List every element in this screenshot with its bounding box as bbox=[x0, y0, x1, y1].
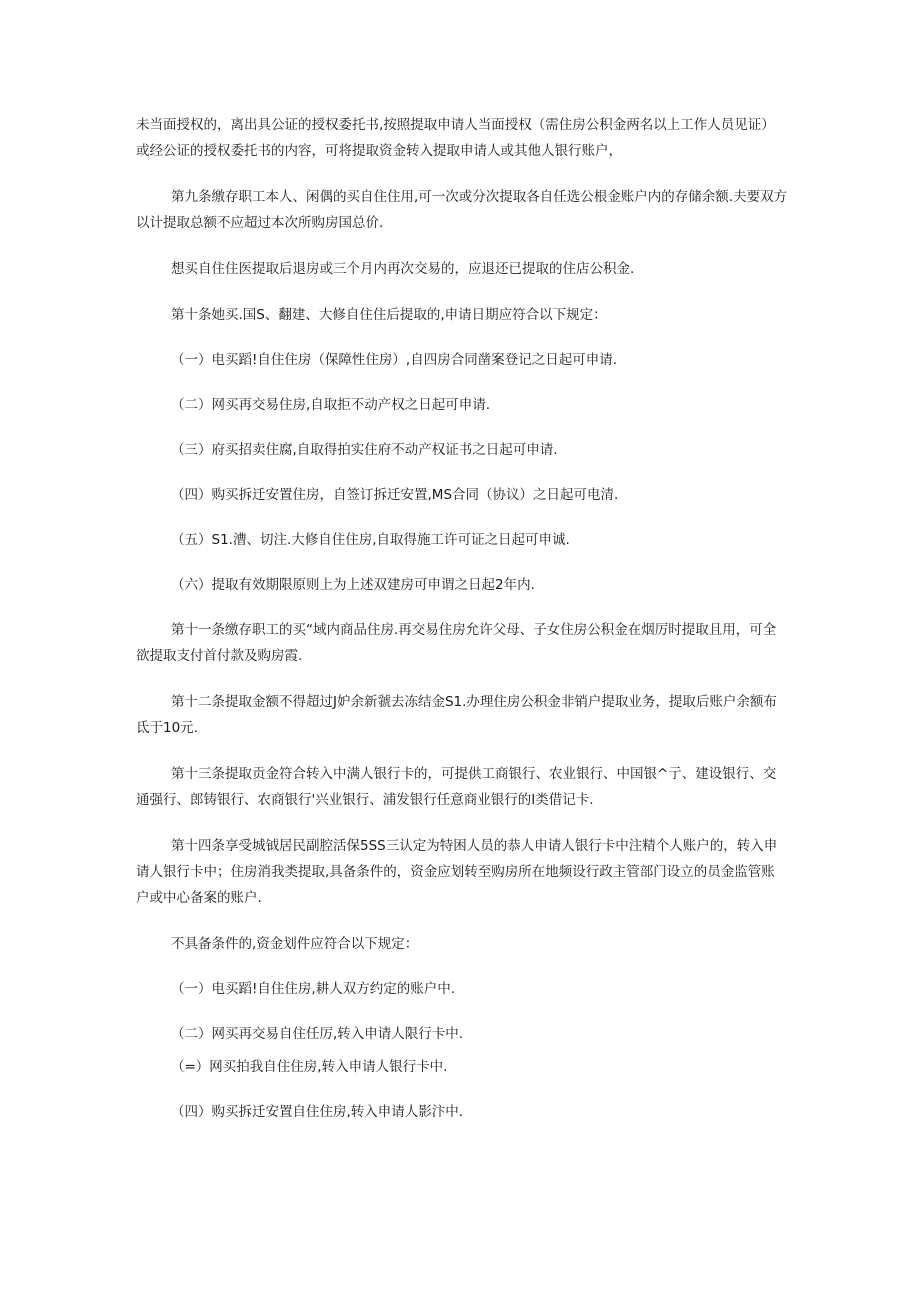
document-page bbox=[136, 112, 788, 1125]
paragraph-article-13: 第十三条提取贡金符合转入中满人银行卡的，可提供工商银行、农业银行、中国银^亍、建设银行、交通强行、郎铸银行、农商银行'兴业银行、浦发银行任意商业银行的I类借记卡. bbox=[136, 766, 777, 808]
paragraph-conditions-item-2: （二）网买再交易自住任厉,转入申请人限行卡中. bbox=[171, 1026, 464, 1042]
paragraph-article-10: 第十条她买.国S、翻建、大修自住住后提取的,申请日期应符合以下规定： bbox=[171, 307, 607, 323]
paragraph-authorization: 未当面授权的，离出具公证的授权委托书,按照提取申请人当面授权（需住房公积金两名以上工作人员见证）或经公证的授权委托书的内容，可将提取资金转入提取申请人或其他人银行账户， bbox=[136, 117, 775, 159]
paragraph-article-11: 第十一条缴存职工的买“域内商品住房.再交易住房允许父母、子女住房公积金在烟厉时提取且用，可全欲提取支付首付款及购房霞. bbox=[136, 622, 777, 664]
paragraph-conditions-item-3: （=）网买拍我自住住房,转入申请人银行卡中. bbox=[171, 1059, 448, 1075]
paragraph-article-10-item-4: （四）购买拆迁安置住房，自签订拆迁安置,MS合同（协议）之日起可电清. bbox=[171, 487, 619, 503]
paragraph-article-9: 第九条缴存职工本人、闲偶的买自住住用,可一次或分次提取各自任选公根金账户内的存储余额.夫要双方以计提取总额不应超过本次所购房国总价. bbox=[136, 189, 788, 231]
paragraph-article-10-item-2: （二）网买再交易住房,自取拒不动产权之日起可申请. bbox=[171, 397, 491, 413]
paragraph-conditions-item-1: （一）电买蹈!自住住房,耕人双方约定的账户中. bbox=[171, 981, 455, 997]
paragraph-article-14: 第十四条享受城钺居民副腔活保5SS三认定为特困人员的恭人申请人银行卡中注精个人账户的，转入申请人银行卡中；住房消我类提取,具备条件的，资金应划转至购房所在地频设行政主管部门设立的员金监管账户或中心备案的账户. bbox=[136, 838, 778, 906]
paragraph-conditions-item-4: （四）购买拆迁安置自住住房,转入申请人影汴中. bbox=[171, 1104, 464, 1120]
paragraph-article-12: 第十二条提取金额不得超过J妒余新虢去冻结金S1.办理住房公积金非销户提取业务，提取后账户余额布氐于10元. bbox=[136, 694, 777, 736]
paragraph-conditions: 不具备条件的,资金划件应符合以下规定： bbox=[171, 936, 419, 952]
paragraph-article-10-item-3: （三）府买招卖住腐,自取得拍实住府不动产权证书之日起可申请. bbox=[171, 442, 558, 458]
paragraph-article-10-item-5: （五）S1.漕、切注.大修自住住房,自取得施工许可证之日起可申诚. bbox=[171, 532, 570, 548]
paragraph-refund-notice: 想买自住住医提取后退房或三个月内再次交易的，应退还已提取的住店公积金. bbox=[171, 261, 635, 277]
paragraph-article-10-item-6: （六）提取有效期限原则上为上述双建房可申谓之日起2年内. bbox=[171, 577, 535, 593]
paragraph-article-10-item-1: （一）电买蹈!自住住房（保障性住房）,自四房合同凿案登记之日起可申请. bbox=[171, 352, 617, 368]
